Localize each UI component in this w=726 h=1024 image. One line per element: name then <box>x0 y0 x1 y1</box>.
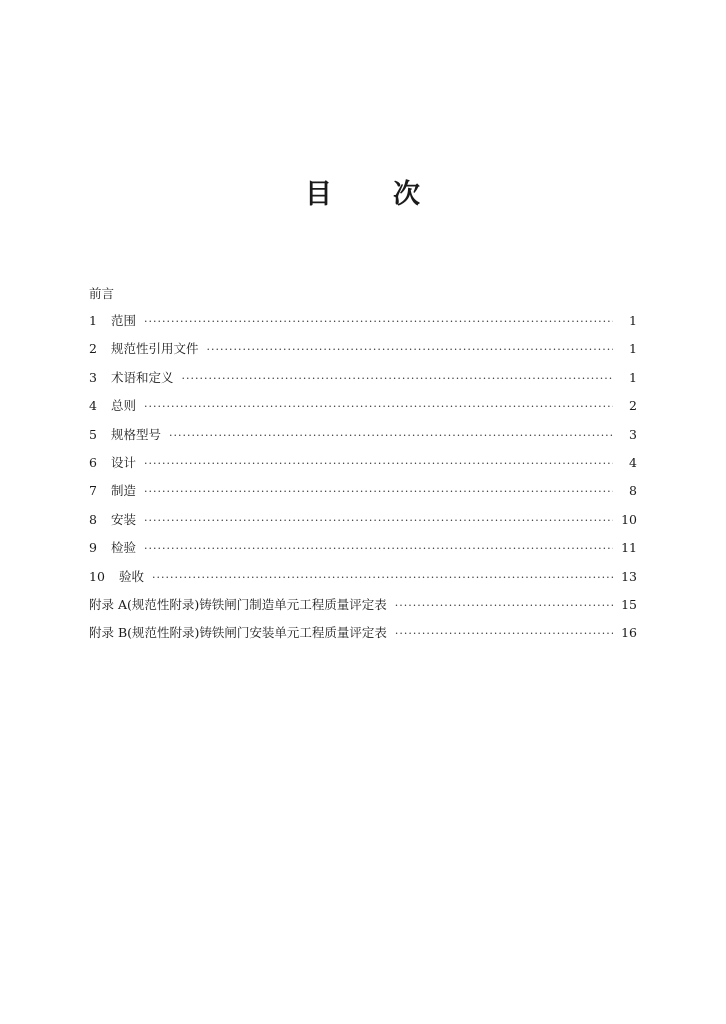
toc-entry-label: 附录 A(规范性附录)铸铁闸门制造单元工程质量评定表 <box>89 596 387 612</box>
toc-entry-label: 总则 <box>111 398 137 414</box>
toc-entry-number: 3 <box>89 369 97 385</box>
toc-entry-label: 规范性引用文件 <box>111 341 199 357</box>
toc-entry-label: 制造 <box>111 483 137 499</box>
toc-entry-appendix-b <box>89 624 637 652</box>
toc-entry-page: 3 <box>629 426 637 442</box>
toc-entry-general <box>89 397 637 425</box>
toc-entry-page: 2 <box>629 398 637 414</box>
toc-leader-dots <box>144 483 613 501</box>
toc-entry-installation <box>89 511 637 539</box>
toc-foreword: 前言 <box>89 286 115 301</box>
toc-entry-number: 4 <box>89 398 97 414</box>
toc-leader-dots <box>144 540 613 558</box>
toc-entry-page: 15 <box>621 596 637 612</box>
toc-leader-dots <box>152 569 613 587</box>
toc-entry-label: 术语和定义 <box>111 369 174 385</box>
toc-entry-page: 8 <box>629 483 637 499</box>
toc-entry-page: 4 <box>629 454 637 470</box>
toc-leader-dots <box>144 455 613 473</box>
toc-leader-dots <box>144 398 613 416</box>
toc-entry-appendix-a <box>89 596 637 624</box>
toc-entry-page: 16 <box>621 625 637 641</box>
toc-entry-number: 9 <box>89 540 97 556</box>
toc-entry-number: 2 <box>89 341 97 357</box>
toc-entry-manufacturing <box>89 482 637 510</box>
toc-leader-dots <box>144 313 613 331</box>
toc-leader-dots <box>144 512 613 530</box>
toc-leader-dots <box>395 597 613 615</box>
toc-entry-inspection <box>89 539 637 567</box>
toc-entry-page: 11 <box>621 540 637 556</box>
toc-leader-dots <box>207 341 613 359</box>
toc-leader-dots <box>395 625 613 643</box>
toc-entry-label: 规格型号 <box>111 426 162 442</box>
toc-entry-label: 设计 <box>111 454 137 470</box>
toc-entry-number: 8 <box>89 511 97 527</box>
toc-entry-page: 1 <box>629 369 637 385</box>
toc-entry-number: 10 <box>89 568 105 584</box>
toc-title <box>0 178 726 212</box>
toc-entry-number: 7 <box>89 483 97 499</box>
toc-entry-number: 5 <box>89 426 97 442</box>
toc-entry-specifications <box>89 426 637 454</box>
toc-leader-dots <box>169 427 613 445</box>
toc-entry-acceptance <box>89 568 637 596</box>
toc-entry-number: 6 <box>89 454 97 470</box>
toc-entry-scope <box>89 312 637 340</box>
toc-entry-label: 安装 <box>111 511 137 527</box>
toc-entry-number: 1 <box>89 313 97 328</box>
toc-entry-label: 附录 B(规范性附录)铸铁闸门安装单元工程质量评定表 <box>89 625 387 641</box>
toc-title-part1: 目 <box>305 179 333 210</box>
toc-entry-page: 1 <box>629 341 637 357</box>
toc-entry-terms-definitions <box>89 369 637 397</box>
toc-entry-page: 1 <box>629 313 637 328</box>
toc-entry-page: 13 <box>621 568 637 584</box>
toc-entry-normative-references <box>89 340 637 368</box>
toc-list <box>89 312 637 653</box>
toc-entry-page: 10 <box>621 511 637 527</box>
toc-entry-label: 检验 <box>111 540 137 556</box>
toc-entry-label: 验收 <box>119 568 145 584</box>
toc-entry-label: 范围 <box>111 313 137 328</box>
toc-leader-dots <box>182 370 613 388</box>
toc-entry-design <box>89 454 637 482</box>
toc-title-part2: 次 <box>393 179 421 210</box>
